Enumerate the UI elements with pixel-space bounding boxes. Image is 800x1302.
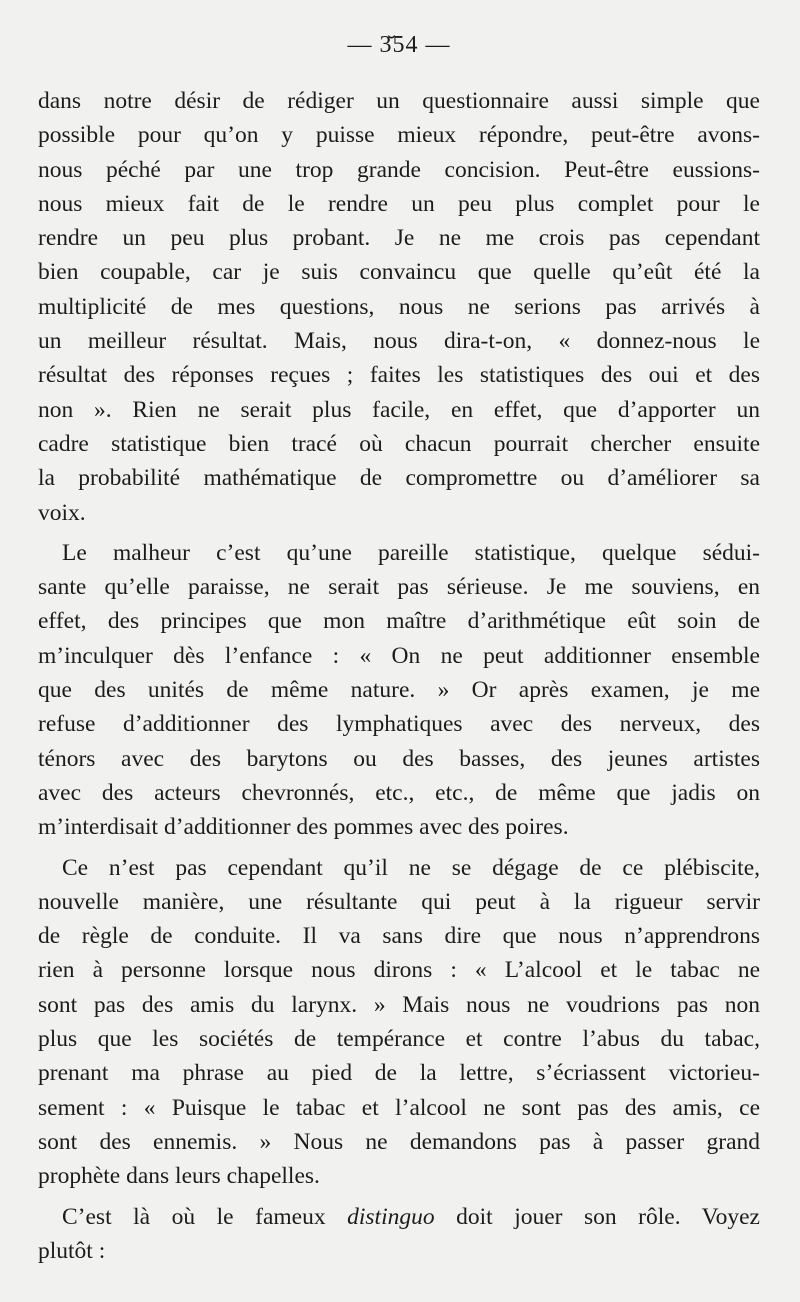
- text-line: bien coupable, car je suis convaincu que quelle qu’eût été la: [38, 259, 760, 286]
- text-line: avec des acteurs chevronnés, etc., etc., de même que jadis on: [38, 779, 760, 806]
- text-line: m’inculquer dès l’enfance : « On ne peut additionner ensemble: [38, 642, 760, 669]
- text-line: sont pas des amis du larynx. » Mais nous ne voudrions pas non: [38, 991, 760, 1018]
- text-line: plutôt :: [38, 1237, 106, 1264]
- text-line: sont des ennemis. » Nous ne demandons pas à passer grand: [38, 1128, 760, 1155]
- text-line: prophète dans leurs chapelles.: [38, 1163, 320, 1190]
- text-line: effet, des principes que mon maître d’arithmétique eût soin de: [38, 608, 760, 635]
- paragraph-1: [38, 84, 760, 530]
- text-line: [38, 1200, 760, 1234]
- paragraph-4: [38, 1200, 760, 1269]
- text-line: dans notre désir de rédiger un questionnaire aussi simple que: [38, 88, 760, 114]
- text-run: C’est là où le fameux: [62, 1203, 348, 1230]
- text-line: rien à personne lorsque nous dirons : « L’alcool et le tabac ne: [38, 957, 760, 984]
- text-line: m’interdisait d’additionner des pommes avec des poires.: [38, 814, 569, 841]
- text-line: nouvelle manière, une résultante qui peut à la rigueur servir: [38, 888, 760, 915]
- text-line: Le malheur c’est qu’une pareille statistique, quelque sédui-: [62, 539, 760, 566]
- text-line: résultat des réponses reçues ; faites les statistiques des oui et des: [38, 362, 760, 389]
- page-number: — 3̆54 —: [347, 32, 451, 58]
- text-line: prenant ma phrase au pied de la lettre, s’écriassent victorieu-: [38, 1060, 760, 1087]
- paragraph-2: [38, 536, 760, 845]
- text-line: voix.: [38, 499, 86, 526]
- text-line: plus que les sociétés de tempérance et contre l’abus du tabac,: [38, 1026, 760, 1053]
- text-line: sante qu’elle paraisse, ne serait pas sérieuse. Je me souviens, en: [38, 574, 760, 601]
- text-line: nous péché par une trop grande concision. Peut-être eussions-: [38, 156, 760, 183]
- text-line: de règle de conduite. Il va sans dire que nous n’apprendrons: [38, 923, 760, 950]
- text-line: ténors avec des barytons ou des basses, des jeunes artistes: [38, 745, 760, 772]
- text-line: non ». Rien ne serait plus facile, en effet, que d’apporter un: [38, 396, 760, 423]
- text-line: sement : « Puisque le tabac et l’alcool ne sont pas des amis, ce: [38, 1094, 760, 1121]
- text-line: que des unités de même nature. » Or après examen, je me: [38, 677, 760, 704]
- text-line: rendre un peu plus probant. Je ne me crois pas cependant: [38, 225, 760, 252]
- text-line: cadre statistique bien tracé où chacun pourrait chercher ensuite: [38, 430, 760, 457]
- text-line: la probabilité mathématique de compromettre ou d’améliorer sa: [38, 465, 760, 492]
- text-line: un meilleur résultat. Mais, nous dira-t-on, « donnez-nous le: [38, 328, 760, 355]
- text-line: possible pour qu’on y puisse mieux répondre, peut-être avons-: [38, 122, 760, 149]
- text-line: refuse d’additionner des lymphatiques avec des nerveux, des: [38, 711, 760, 738]
- text-line: nous mieux fait de le rendre un peu plus complet pour le: [38, 190, 760, 217]
- italic-term: distinguo: [347, 1203, 435, 1230]
- text-run: doit jouer son rôle. Voyez: [434, 1203, 760, 1230]
- text-line: Ce n’est pas cependant qu’il ne se dégage de ce plébiscite,: [62, 854, 760, 881]
- text-line: multiplicité de mes questions, nous ne serions pas arrivés à: [38, 293, 760, 320]
- paragraph-3: [38, 851, 760, 1194]
